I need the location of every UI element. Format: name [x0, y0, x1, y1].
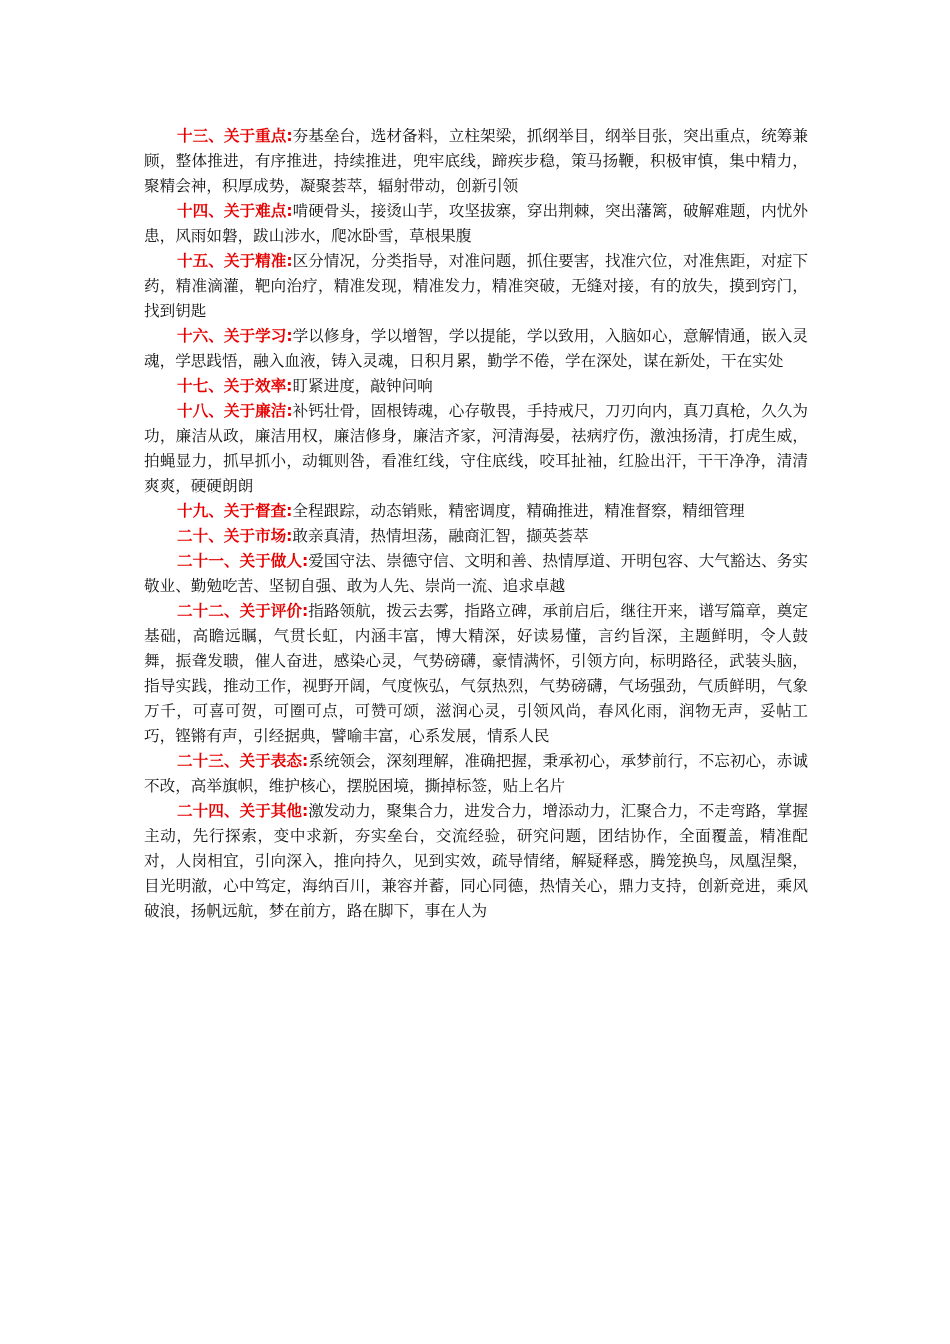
section-text: 啃硬骨头，接烫山芋，攻坚拔寨，穿出荆棘，突出藩篱，破解难题，内忧外患，风雨如磐，跋山涉水，爬冰卧雪，草根果腹 [144, 202, 808, 245]
section-heading: 二十四、关于其他: [177, 802, 309, 820]
section-text: 系统领会，深刻理解，准确把握，秉承初心，承梦前行，不忘初心，赤诚不改，高举旗帜，维护核心，摆脱困境，撕掉标签，贴上名片 [144, 752, 808, 795]
section-24 [144, 799, 808, 924]
section-text: 激发动力，聚集合力，进发合力，增添动力，汇聚合力，不走弯路，掌握主动，先行探索，变中求新，夯实垒台，交流经验，研究问题，团结协作，全面覆盖，精准配对，人岗相宜，引向深入，推向持久，见到实效，疏导情绪，解疑释惑，腾笼换鸟，凤凰涅槃，目光明澈，心中笃定，海纳百川，兼容并蓄，同心同德，热情关心，鼎力支持，创新竞进，乘风破浪，扬帆远航，梦在前方，路在脚下，事在人为 [144, 802, 808, 920]
section-20 [144, 524, 808, 549]
section-text: 夯基垒台，选材备料，立柱架梁，抓纲举目，纲举目张，突出重点，统筹兼顾，整体推进，有序推进，持续推进，兜牢底线，蹄疾步稳，策马扬鞭，积极审慎，集中精力，聚精会神，积厚成势，凝聚荟萃，辐射带动，创新引领 [144, 127, 808, 195]
section-19 [144, 499, 808, 524]
section-heading: 十六、关于学习: [177, 327, 293, 345]
section-text: 学以修身，学以增智，学以提能，学以致用，入脑如心，意解情通，嵌入灵魂，学思践悟，融入血液，铸入灵魂，日积月累，勤学不倦，学在深处，谋在新处，干在实处 [144, 327, 808, 370]
document-body [144, 124, 808, 924]
section-22 [144, 599, 808, 749]
section-text: 指路领航，拨云去雾，指路立碑，承前启后，继往开来，谱写篇章，奠定基础，高瞻远瞩，气贯长虹，内涵丰富，博大精深，好读易懂，言约旨深，主题鲜明，令人鼓舞，振聋发聩，催人奋进，感染心灵，气势磅礴，豪情满怀，引领方向，标明路径，武装头脑，指导实践，推动工作，视野开阔，气度恢弘，气氛热烈，气势磅礴，气场强劲，气质鲜明，气象万千，可喜可贺，可圈可点，可赞可颂，滋润心灵，引领风尚，春风化雨，润物无声，妥帖工巧，铿锵有声，引经据典，譬喻丰富，心系发展，情系人民 [144, 602, 808, 745]
section-heading: 十八、关于廉洁: [177, 402, 293, 420]
section-heading: 十三、关于重点: [177, 127, 293, 145]
section-heading: 二十二、关于评价: [177, 602, 309, 620]
section-16 [144, 324, 808, 374]
section-18 [144, 399, 808, 499]
section-23 [144, 749, 808, 799]
section-text: 全程跟踪，动态销账，精密调度，精确推进，精准督察，精细管理 [292, 502, 745, 520]
section-heading: 十九、关于督查: [177, 502, 293, 520]
section-heading: 十七、关于效率: [177, 377, 293, 395]
section-text: 敢亲真清，热情坦荡，融商汇智，撷英荟萃 [292, 527, 589, 545]
section-heading: 二十三、关于表态: [177, 752, 309, 770]
section-text: 区分情况，分类指导，对准问题，抓住要害，找准穴位，对准焦距，对症下药，精准滴灌，靶向治疗，精准发现，精准发力，精准突破，无缝对接，有的放失，摸到窍门，找到钥匙 [144, 252, 808, 320]
section-21 [144, 549, 808, 599]
section-heading: 二十一、关于做人: [177, 552, 309, 570]
section-text: 盯紧进度，敲钟问响 [292, 377, 433, 395]
section-17 [144, 374, 808, 399]
section-13 [144, 124, 808, 199]
section-14 [144, 199, 808, 249]
section-heading: 十四、关于难点: [177, 202, 293, 220]
section-heading: 十五、关于精准: [177, 252, 293, 270]
section-text: 爱国守法、崇德守信、文明和善、热情厚道、开明包容、大气豁达、务实敬业、勤勉吃苦、坚韧自强、敢为人先、崇尚一流、追求卓越 [144, 552, 808, 595]
section-text: 补钙壮骨，固根铸魂，心存敬畏，手持戒尺，刀刃向内，真刀真枪，久久为功，廉洁从政，廉洁用权，廉洁修身，廉洁齐家，河清海晏，祛病疗伤，激浊扬清，打虎生威，拍蝇显力，抓早抓小，动辄则咎，看准红线，守住底线，咬耳扯袖，红脸出汗，干干净净，清清爽爽，硬硬朗朗 [144, 402, 808, 495]
section-heading: 二十、关于市场: [177, 527, 293, 545]
section-15 [144, 249, 808, 324]
